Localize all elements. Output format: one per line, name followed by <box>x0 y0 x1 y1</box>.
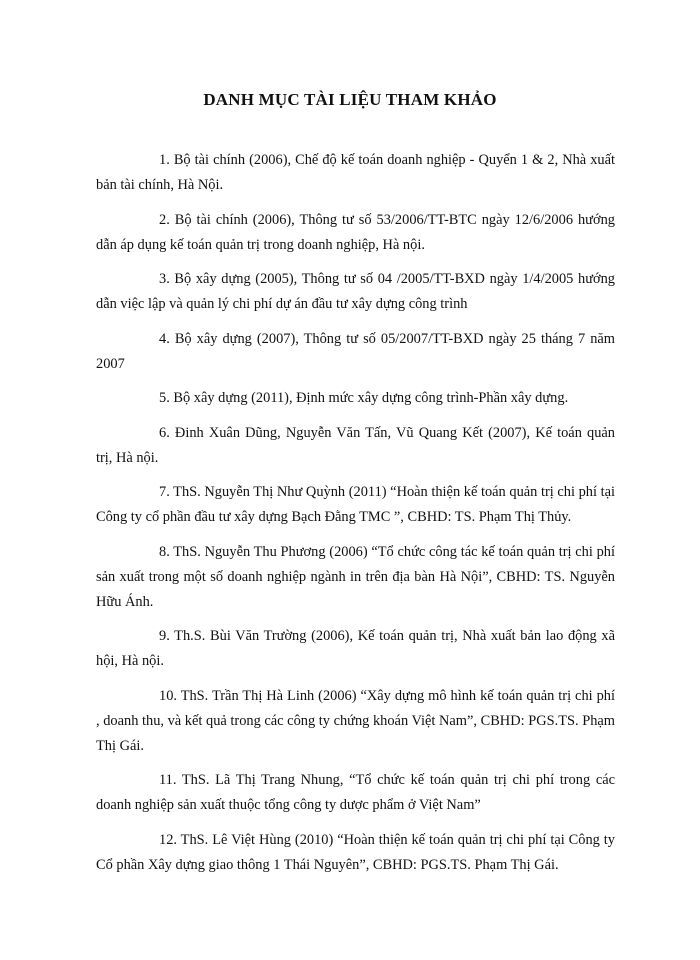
reference-item: 5. Bộ xây dựng (2011), Định mức xây dựng công trình-Phần xây dựng. <box>159 390 569 406</box>
page-title: DANH MỤC TÀI LIỆU THAM KHẢO <box>203 90 497 109</box>
reference-item: 4. Bộ xây dựng (2007), Thông tư số 05/2007/TT-BXD ngày 25 tháng 7 năm 2007 <box>96 330 615 372</box>
reference-item: 6. Đinh Xuân Dũng, Nguyễn Văn Tấn, Vũ Quang Kết (2007), Kế toán quản trị, Hà nội. <box>96 424 615 466</box>
reference-list <box>96 148 615 887</box>
reference-item: 3. Bộ xây dựng (2005), Thông tư số 04 /2005/TT-BXD ngày 1/4/2005 hướng dẫn việc lập và quản lý chi phí dự án đầu tư xây dựng công trình <box>96 271 615 312</box>
reference-item: 11. ThS. Lã Thị Trang Nhung, “Tổ chức kế toán quản trị chi phí trong các doanh nghiệp sản xuất thuộc tổng công ty dược phẩm ở Việt Nam” <box>96 772 615 813</box>
reference-item: 10. ThS. Trần Thị Hà Linh (2006) “Xây dựng mô hình kế toán quản trị chi phí , doanh thu, và kết quả trong các công ty chứng khoán Việt Nam”, CBHD: PGS.TS. Phạm Thị Gái. <box>96 687 615 754</box>
reference-item: 12. ThS. Lê Việt Hùng (2010) “Hoàn thiện kế toán quản trị chi phí tại Công ty Cổ phần Xây dựng giao thông 1 Thái Nguyên”, CBHD: PGS.TS. Phạm Thị Gái. <box>96 831 615 873</box>
reference-item: 2. Bộ tài chính (2006), Thông tư số 53/2006/TT-BTC ngày 12/6/2006 hướng dẫn áp dụng kế toán quản trị trong doanh nghiệp, Hà nội. <box>96 211 615 253</box>
reference-item: 8. ThS. Nguyễn Thu Phương (2006) “Tổ chức công tác kế toán quản trị chi phí sản xuất trong một số doanh nghiệp ngành in trên địa bàn Hà Nội”, CBHD: TS. Nguyễn Hữu Ánh. <box>96 543 615 610</box>
reference-item: 1. Bộ tài chính (2006), Chế độ kế toán doanh nghiệp - Quyển 1 & 2, Nhà xuất bản tài chính, Hà Nội. <box>96 152 615 193</box>
reference-item: 7. ThS. Nguyễn Thị Như Quỳnh (2011) “Hoàn thiện kế toán quản trị chi phí tại Công ty cổ phần đầu tư xây dựng Bạch Đằng TMC ”, CBHD: TS. Phạm Thị Thủy. <box>96 484 615 525</box>
reference-item: 9. Th.S. Bùi Văn Trường (2006), Kế toán quản trị, Nhà xuất bản lao động xã hội, Hà nội. <box>96 628 615 669</box>
